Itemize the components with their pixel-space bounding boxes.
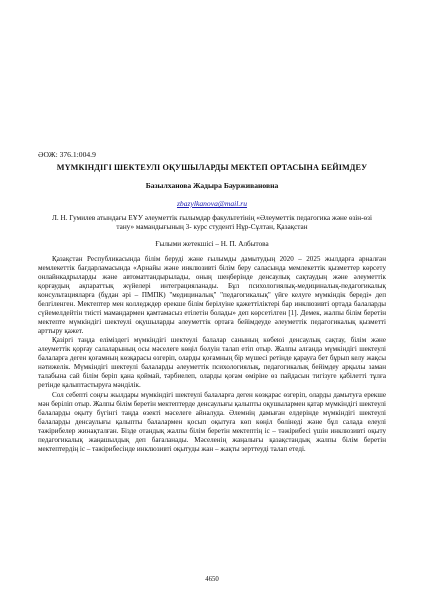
article-title: МҮМКІНДІГІ ШЕКТЕУЛІ ОҚУШЫЛАРДЫ МЕКТЕП ОРТАСЫНА БЕЙІМДЕУ [56, 163, 368, 172]
page-number: 4650 [205, 576, 219, 583]
body-paragraph-2: Қазіргі таңда еліміздегі мүмкіндігі шектеулі балалар санының көбеюі денсаулық сақтау, білім және әлеуметтік қорғау салаларының осы мәселеге көңіл бөлуін талап етіп отыр. Жалпы алғанда мүмкіндігі шектеулі балаларға деген қоғамның көзқарасы өзгеріп, оларды қоғамның бір мүшесі ретінде қарауға бет бұрып келу жақсы нәтижелік. Мүмкіндігі шектеулі балаларды әлеуметтік психологиялық, педагогикалық бейімдеу арқылы заман талабына сай білім беріп қана қоймай, тәрбиелеп, оларды қоғам өміріне өз пайдасын тигізуге қабілетті тұлға ретінде қалыптастыруға мәнділік. [38, 336, 386, 390]
author-name: Базылханова Жадыра Баурживановна [145, 181, 279, 190]
udc-code: ӘОЖ: 376.1:004.9 [38, 150, 96, 159]
body-paragraph-3: Сол себепті соңғы жылдары мүмкіндігі шектеулі балаларға деген көзқарас өзгеріп, оларды дамытуға ерекше мән беріліп отыр. Жалпы білім беретін мектептерде денсаулығы қалыпты оқушылармен қатар мүмкіндігі шектеулі балаларды оқыту бүгінгі таңда өзекті мәселеге айналуда. Әлемнің дамыған елдерінде мүмкіндігі шектеулі балаларды денсаулығы қалыпты балалармен қосып оқытуға көп көңіл бөлінеді және бұл салада елеулі тәжірибелер жинақталған. Бізде отандық жалпы білім беретін мектептің іс – тәжірибесі үшін инклюзивті оқыту педагогикалық жаңашылдық деп бағаланады. Мәселенің жаңалығы қазақстандық жалпы білім беретін мектептердің іс – тәжірибесінде инклюзивті оқытуды жан – жақты зерттеуді талап етеді. [38, 390, 386, 453]
author-email [38, 199, 386, 208]
author-affiliation: Л. Н. Гумилев атындағы ЕҰУ әлеуметтік ғылымдар факультетінің «Әлеуметтік педагогика және өзін-өзі тану» мамандығының 3- курс студенті Нұр-Сұлтан, Қазақстан [52, 214, 372, 232]
body-paragraph-1: Қазақстан Республикасында білім беруді және ғылымды дамытудың 2020 – 2025 жылдарға арналған мемлекеттік бағдарламасында «Арнайы және инклюзивті білім беру саласында мемлекеттік қызметтер көрсету онлайнкадрыларды және автоматтандырылады, оның шеңберінде денсаулық сақтаудың және әлеуметтік қорғаудың ақпараттық жүйелері интеграцияланады. Бұл психологиялық-медициналық-педагогикалық консультацияларға (бұдан әрі – ПМПК) "медициналық" "педагогикалық" үйге келуге мүмкіндік береді» деп белгіленген. Мектептер мен колледждер ерекше білім берілуіне қажеттіліктері бар инклюзивті ортада балаларды сүйемелдейтін тиісті мамандармен қамтамасыз етілетін болады» деп көрсетілген [1]. Демек, жалпы білім беретін мектепте мүмкіндігі шектеулі оқушыларды әлеуметтік ортаға бейімдеуде әлеуметтік педагогикалық қызметті арттыру қажет. [38, 254, 386, 336]
email-link[interactable]: zbazylkanova@mail.ru [176, 199, 248, 208]
scientific-supervisor: Ғылыми жетекшісі – Н. П. Албытова [155, 239, 269, 248]
